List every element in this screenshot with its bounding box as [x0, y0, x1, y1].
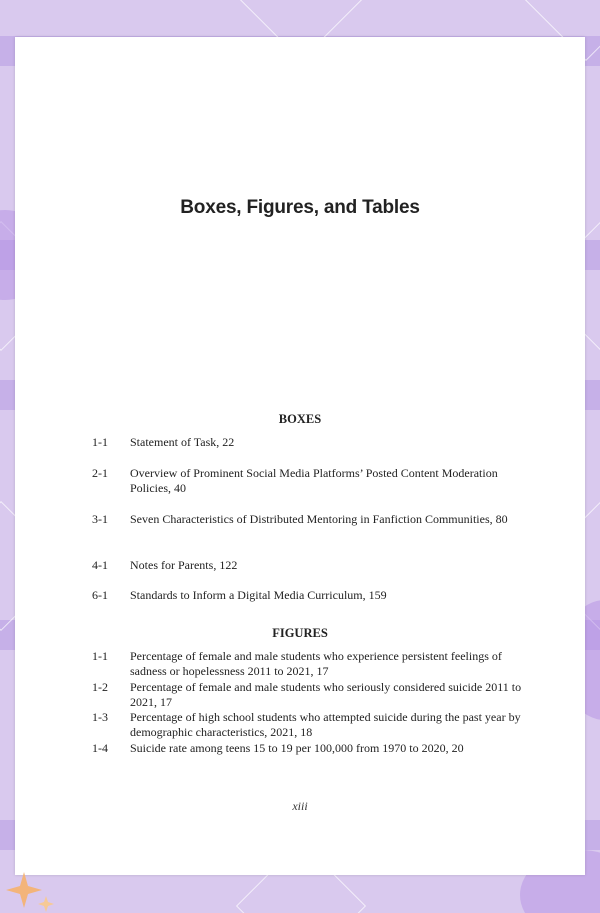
- item-text: Percentage of high school students who attempted suicide during the past year by demographic characteristics, 2021, 18: [130, 710, 521, 739]
- item-text: Notes for Parents, 122: [130, 558, 238, 572]
- page-number: xiii: [292, 799, 308, 813]
- item-text: Percentage of female and male students who experience persistent feelings of sadness or hopelessness 2011 to 2021, 17: [130, 649, 502, 678]
- item-number: 6-1: [92, 588, 108, 602]
- item-number: 3-1: [92, 512, 108, 526]
- item-number: 4-1: [92, 558, 108, 572]
- item-text: Standards to Inform a Digital Media Curriculum, 159: [130, 588, 387, 602]
- item-number: 1-1: [92, 435, 108, 449]
- page-title: Boxes, Figures, and Tables: [180, 197, 420, 218]
- item-text: Statement of Task, 22: [130, 435, 235, 449]
- item-text: Suicide rate among teens 15 to 19 per 100,000 from 1970 to 2020, 20: [130, 741, 464, 755]
- item-text: Seven Characteristics of Distributed Mentoring in Fanfiction Communities, 80: [130, 512, 508, 526]
- sparkle-icon: [2, 868, 62, 913]
- item-number: 1-1: [92, 649, 108, 663]
- item-number: 2-1: [92, 466, 108, 480]
- item-text: Overview of Prominent Social Media Platforms’ Posted Content Moderation Policies, 40: [130, 466, 498, 495]
- boxes-heading: BOXES: [278, 412, 322, 426]
- document-page: [15, 37, 585, 875]
- figures-heading: FIGURES: [272, 626, 328, 640]
- item-text: Percentage of female and male students who seriously considered suicide 2011 to 2021, 17: [130, 680, 522, 709]
- item-number: 1-2: [92, 680, 108, 694]
- item-number: 1-3: [92, 710, 108, 724]
- item-number: 1-4: [92, 741, 108, 755]
